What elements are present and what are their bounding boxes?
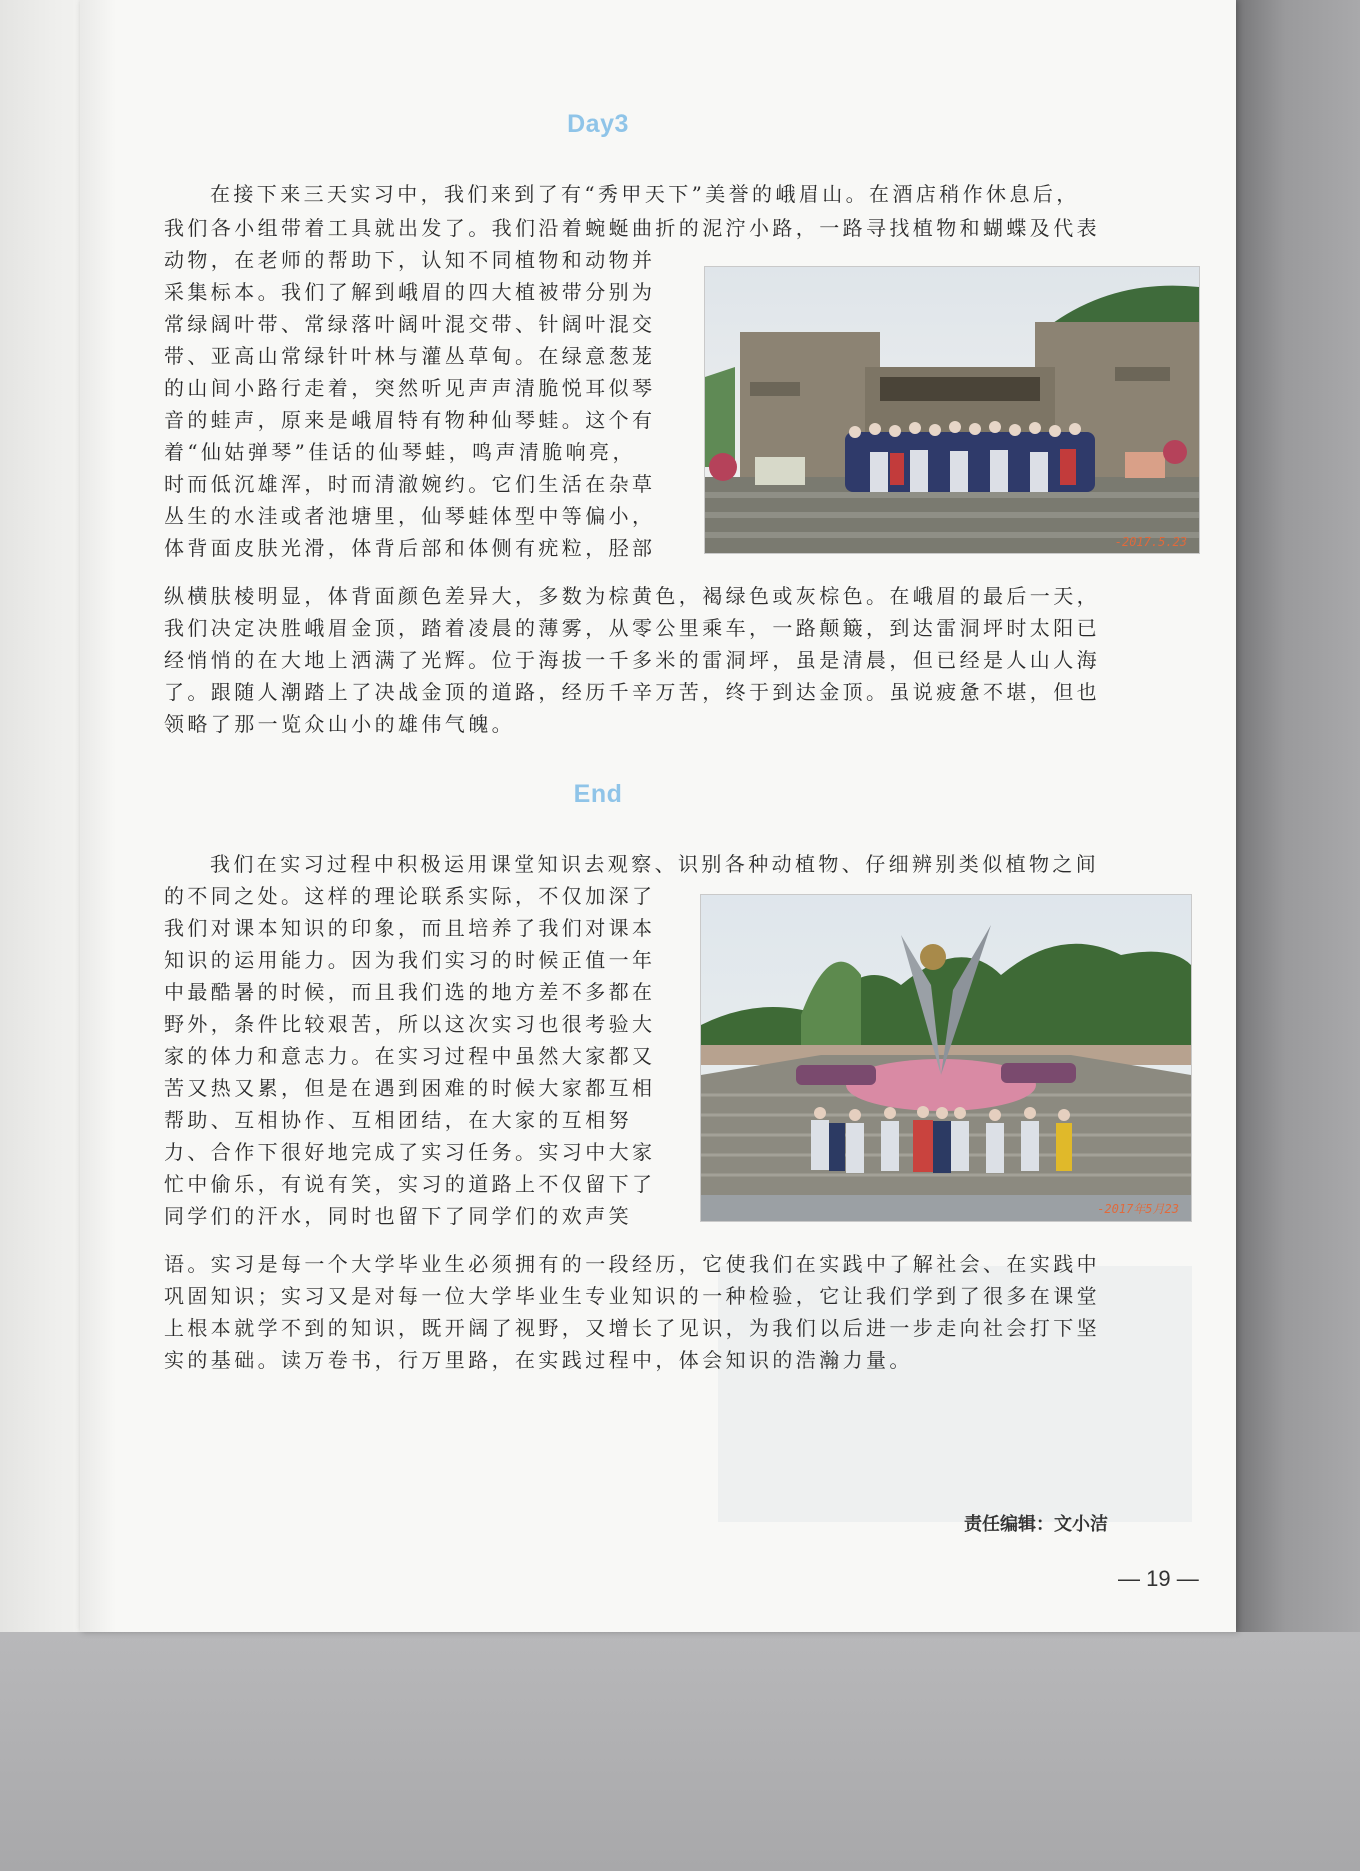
end-line: 知识的运用能力。因为我们实习的时候正值一年 — [164, 948, 656, 972]
group-photo-sculpture — [700, 894, 1192, 1222]
day3-line: 了。跟随人潮踏上了决战金顶的道路，经历千辛万苦，终于到达金顶。虽说疲惫不堪，但也 — [164, 680, 1100, 704]
section-heading-day3: Day3 — [567, 110, 629, 138]
day3-line: 我们各小组带着工具就出发了。我们沿着蜿蜒曲折的泥泞小路，一路寻找植物和蝴蝶及代表 — [164, 216, 1100, 240]
page-number: — 19 — — [1118, 1566, 1199, 1591]
day3-line: 动物，在老师的帮助下，认知不同植物和动物并 — [164, 248, 656, 272]
day3-line: 采集标本。我们了解到峨眉的四大植被带分别为 — [164, 280, 656, 304]
end-line: 苦又热又累，但是在遇到困难的时候大家都互相 — [164, 1076, 656, 1100]
editor-credit: 责任编辑：文小洁 — [964, 1514, 1108, 1534]
day3-line: 我们决定决胜峨眉金顶，踏着凌晨的薄雾，从零公里乘车，一路颠簸，到达雷洞坪时太阳已 — [164, 616, 1100, 640]
end-line: 忙中偷乐，有说有笑，实习的道路上不仅留下了 — [164, 1172, 656, 1196]
day3-line: 经悄悄的在大地上洒满了光辉。位于海拔一千多米的雷洞坪，虽是清晨，但已经是人山人海 — [164, 648, 1100, 672]
section-heading-end: End — [573, 780, 623, 808]
day3-line: 体背面皮肤光滑，体背后部和体侧有疣粒，胫部 — [164, 536, 656, 560]
end-line: 家的体力和意志力。在实习过程中虽然大家都又 — [164, 1044, 656, 1068]
day3-line: 带、亚高山常绿针叶林与灌丛草甸。在绿意葱茏 — [164, 344, 656, 368]
day3-line: 在接下来三天实习中，我们来到了有“秀甲天下”美誉的峨眉山。在酒店稍作休息后， — [210, 182, 1080, 206]
group-photo-museum — [704, 266, 1200, 554]
end-line: 语。实习是每一个大学毕业生必须拥有的一段经历，它使我们在实践中了解社会、在实践中 — [164, 1252, 1100, 1276]
day3-line: 常绿阔叶带、常绿落叶阔叶混交带、针阔叶混交 — [164, 312, 656, 336]
scan-background-bottom — [0, 1632, 1360, 1871]
end-line: 力、合作下很好地完成了实习任务。实习中大家 — [164, 1140, 656, 1164]
day3-line: 纵横肤棱明显，体背面颜色差异大，多数为棕黄色，褐绿色或灰棕色。在峨眉的最后一天， — [164, 584, 1100, 608]
scan-background-right — [1236, 0, 1360, 1871]
photo-date-stamp: -2017年5月23 — [1097, 1202, 1179, 1216]
end-line: 我们在实习过程中积极运用课堂知识去观察、识别各种动植物、仔细辨别类似植物之间 — [210, 852, 1100, 876]
end-line: 野外，条件比较艰苦，所以这次实习也很考验大 — [164, 1012, 656, 1036]
day3-line: 时而低沉雄浑，时而清澈婉约。它们生活在杂草 — [164, 472, 656, 496]
end-line: 我们对课本知识的印象，而且培养了我们对课本 — [164, 916, 656, 940]
end-line: 中最酷暑的时候，而且我们选的地方差不多都在 — [164, 980, 656, 1004]
end-line: 上根本就学不到的知识，既开阔了视野，又增长了见识，为我们以后进一步走向社会打下坚 — [164, 1316, 1100, 1340]
day3-line: 领略了那一览众山小的雄伟气魄。 — [164, 712, 515, 736]
day3-line: 音的蛙声，原来是峨眉特有物种仙琴蛙。这个有 — [164, 408, 656, 432]
day3-line: 的山间小路行走着，突然听见声声清脆悦耳似琴 — [164, 376, 656, 400]
end-line: 实的基础。读万卷书，行万里路，在实践过程中，体会知识的浩瀚力量。 — [164, 1348, 913, 1372]
day3-line: 着“仙姑弹琴”佳话的仙琴蛙，鸣声清脆响亮， — [164, 440, 636, 464]
end-line: 的不同之处。这样的理论联系实际，不仅加深了 — [164, 884, 656, 908]
end-line: 帮助、互相协作、互相团结，在大家的互相努 — [164, 1108, 632, 1132]
end-line: 巩固知识；实习又是对每一位大学毕业生专业知识的一种检验，它让我们学到了很多在课堂 — [164, 1284, 1100, 1308]
end-line: 同学们的汗水，同时也留下了同学们的欢声笑 — [164, 1204, 632, 1228]
photo-date-stamp: -2017.5.23 — [1114, 535, 1187, 549]
day3-line: 丛生的水洼或者池塘里，仙琴蛙体型中等偏小， — [164, 504, 656, 528]
